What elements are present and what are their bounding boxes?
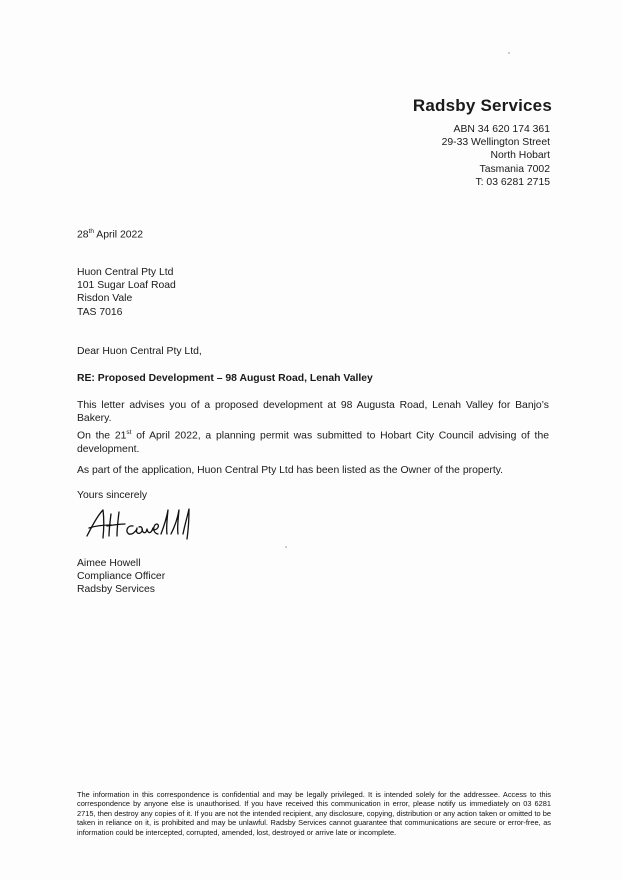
recipient-suburb: Risdon Vale — [77, 293, 133, 305]
sender-state: Tasmania 7002 — [479, 163, 550, 175]
sender-street: 29-33 Wellington Street — [441, 137, 550, 149]
body-paragraph-1: This letter advises you of a proposed development at 98 Augusta Road, Lenah Valley for Banjo’s Bakery. — [77, 400, 549, 425]
handwritten-signature — [85, 506, 200, 544]
recipient-name: Huon Central Pty Ltd — [77, 267, 174, 278]
paragraph2-after: of April 2022, a planning permit was submitted to Hobart City Council advising of the development. — [77, 430, 549, 455]
body-paragraph-3: As part of the application, Huon Central Pty Ltd has been listed as the Owner of the property. — [77, 465, 504, 476]
scan-speck — [285, 546, 287, 548]
letter-date — [77, 228, 143, 240]
date-rest: April 2022 — [93, 229, 144, 241]
confidentiality-footer: The information in this correspondence is confidential and may be legally privileged. It is intended solely for the addressee. Access to this correspondence by anyone else is unauthorised. If you have received this communication in error, please notify us immediately on 03 6281 2715, then destroy any copies of it. If you are not the intended recipient, any disclosure, copying, distribution or any action taken or omitted to be taken in reliance on it, is prohibited and may be unlawful. Radsby Services cannot guarantee that communications are secure or error-free, as information could be intercepted, corrupted, amended, lost, destroyed or arrive late or incomplete. — [77, 790, 551, 837]
sender-company: Radsby Services — [412, 96, 552, 115]
signer-name: Aimee Howell — [77, 558, 141, 569]
sender-suburb: North Hobart — [490, 150, 550, 162]
sender-phone: T: 03 6281 2715 — [475, 176, 550, 188]
salutation: Dear Huon Central Pty Ltd, — [77, 346, 202, 357]
body-paragraph-2 — [77, 426, 549, 456]
sender-abn: ABN 34 620 174 361 — [453, 124, 550, 135]
signer-title: Compliance Officer — [77, 571, 166, 583]
date-day-suffix: th — [88, 228, 94, 235]
recipient-block — [77, 266, 176, 319]
paragraph2-suffix: st — [126, 429, 132, 436]
scan-speck — [508, 52, 510, 54]
recipient-street: 101 Sugar Loaf Road — [77, 280, 176, 292]
subject-line: RE: Proposed Development – 98 August Road, Lenah Valley — [77, 373, 373, 384]
recipient-state: TAS 7016 — [77, 306, 123, 318]
date-day: 28 — [77, 229, 89, 241]
closing-line: Yours sincerely — [77, 490, 148, 501]
paragraph2-before: On the 21 — [77, 430, 127, 442]
signer-block — [77, 557, 165, 597]
signer-company: Radsby Services — [77, 584, 155, 596]
sender-block — [413, 96, 550, 189]
